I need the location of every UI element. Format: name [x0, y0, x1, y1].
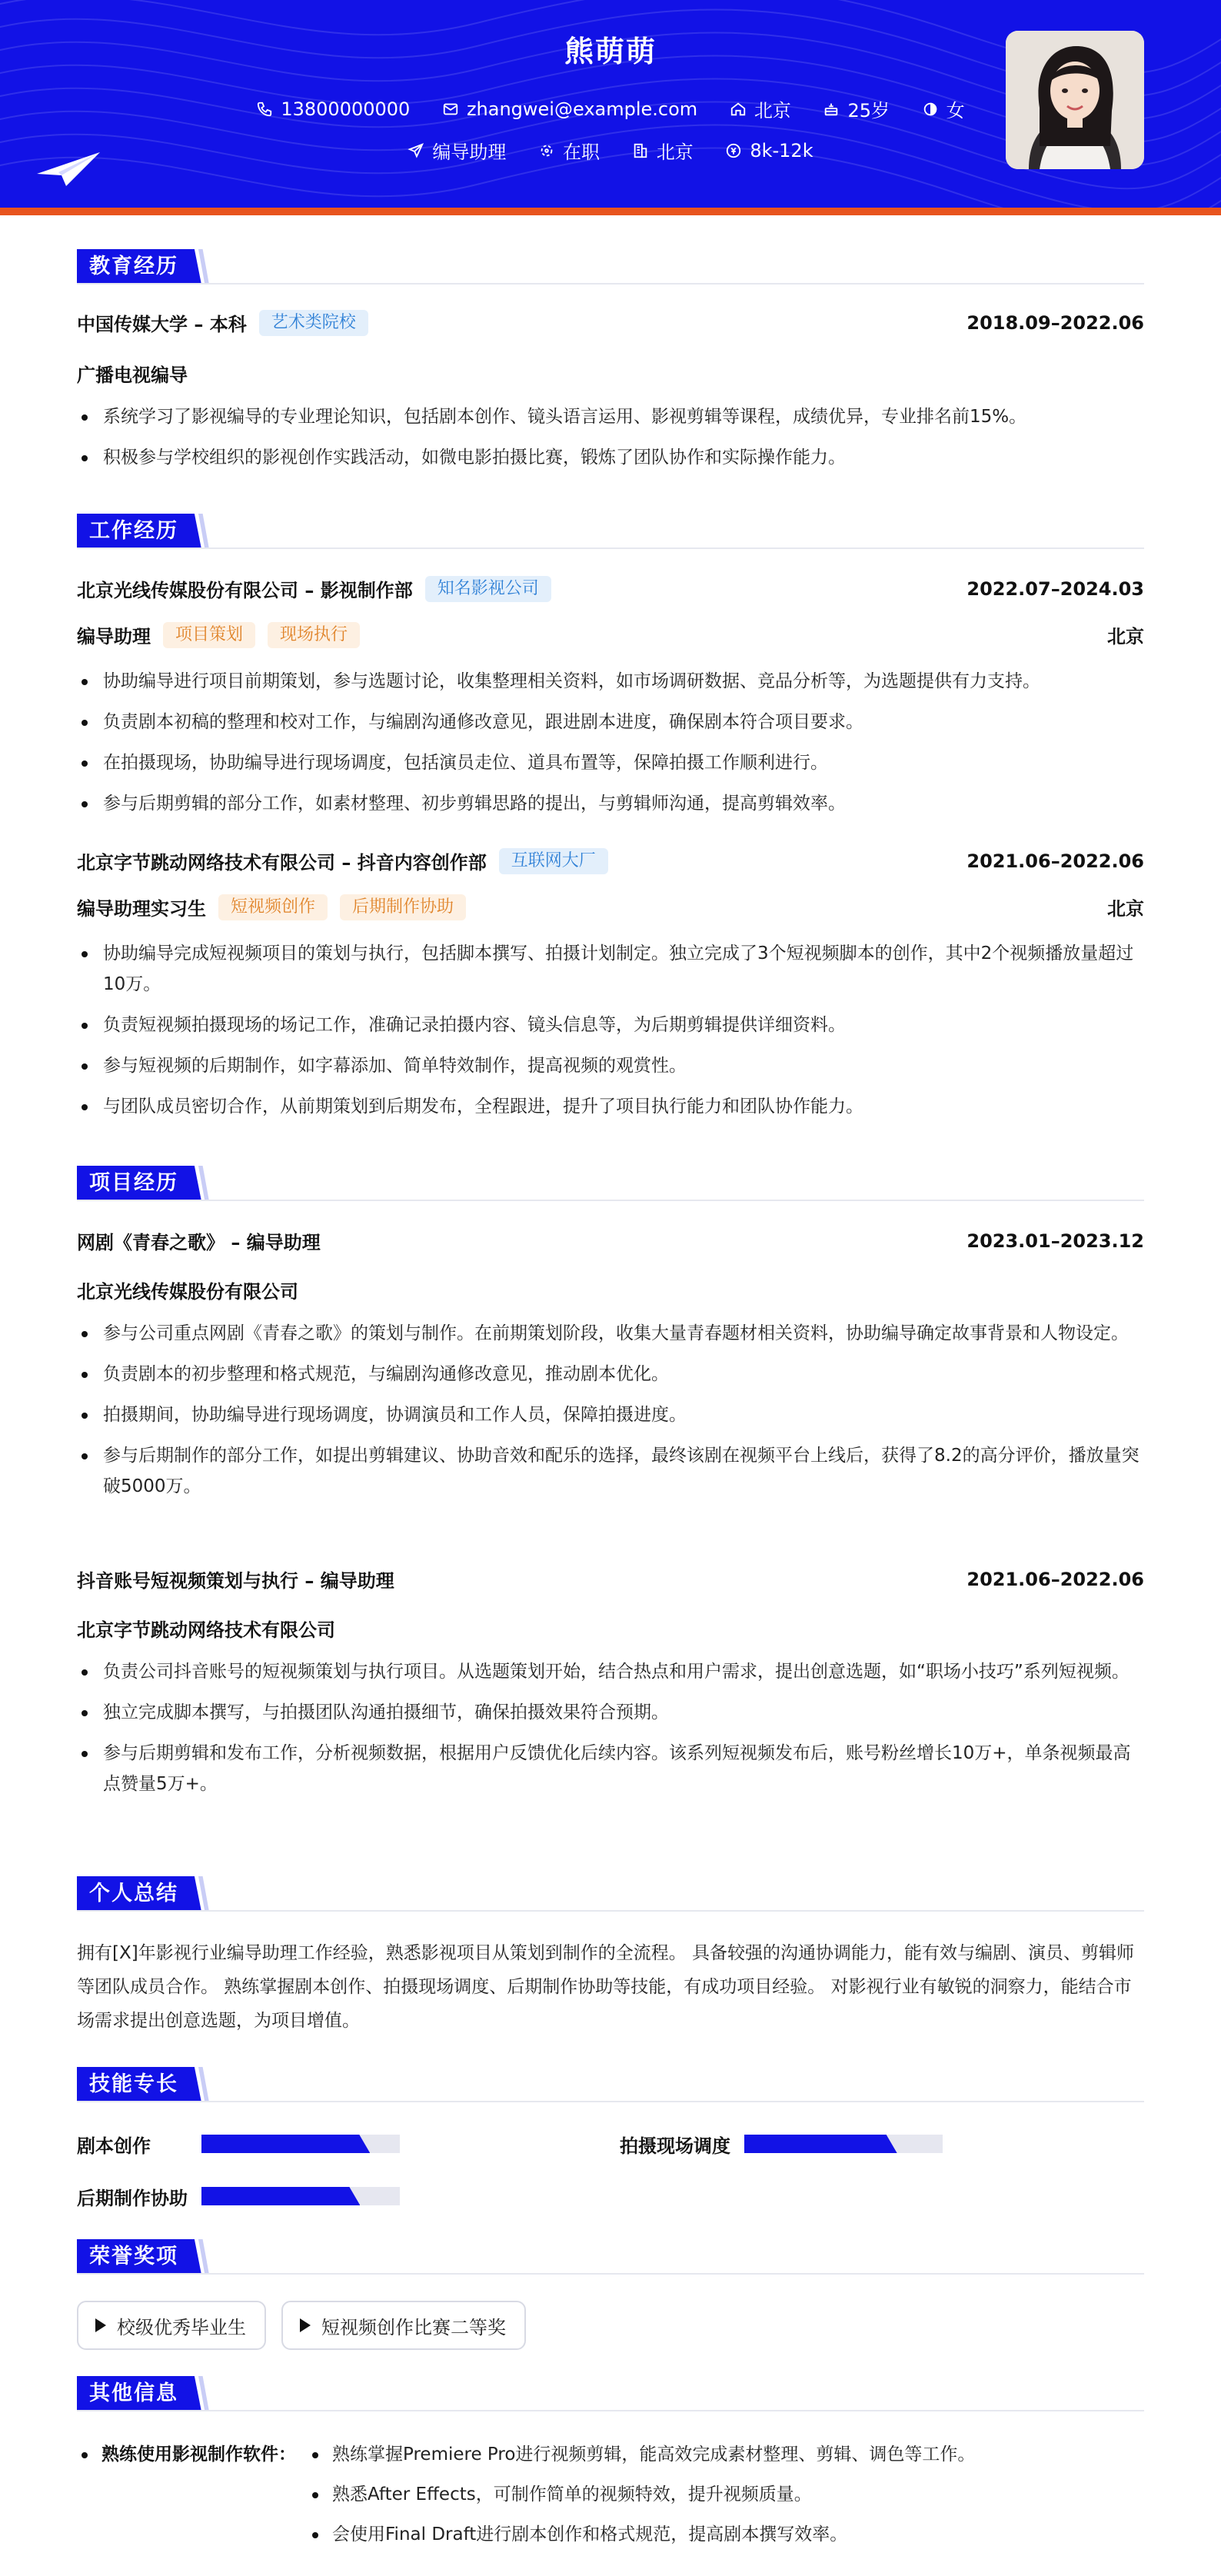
skill-item: [620, 2132, 943, 2156]
award-chip: [281, 2301, 526, 2350]
list-item: 协助编导进行项目前期策划，参与选题讨论，收集整理相关资料，如市场调研数据、竞品分析等，为选题提供有力支持。: [77, 666, 1144, 697]
skill-bar: [201, 2187, 400, 2205]
mail-icon: [442, 101, 459, 118]
company-tag: 互联网大厂: [499, 848, 608, 874]
other-key: 熟练使用影视制作软件：: [77, 2439, 296, 2470]
section-title-projects: 项目经历: [77, 1166, 209, 1201]
work-date: 2022.07–2024.03: [966, 577, 1144, 600]
project-company: 北京字节跳动网络技术有限公司: [77, 1619, 335, 1641]
list-item: 负责剧本的初步整理和格式规范，与编剧沟通修改意见，推动剧本优化。: [77, 1359, 1144, 1390]
work-role: 编导助理实习生: [77, 898, 206, 920]
list-item: 熟悉After Effects，可制作简单的视频特效，提升视频质量。: [308, 2479, 1144, 2510]
list-item: 会使用Final Draft进行剧本创作和格式规范，提高剧本撰写效率。: [308, 2519, 1144, 2550]
project-title: 抖音账号短视频策划与执行 – 编导助理: [77, 1570, 394, 1592]
profile-photo: [1006, 31, 1144, 169]
skill-tag: 现场执行: [268, 622, 360, 648]
award-label: 校级优秀毕业生: [117, 2316, 246, 2338]
list-item: 参与后期剪辑的部分工作，如素材整理、初步剪辑思路的提出，与剪辑师沟通，提高剪辑效率。: [77, 788, 1144, 819]
list-item: 参与公司重点网剧《青春之歌》的策划与制作。在前期策划阶段，收集大量青春题材相关资料，协助编导确定故事背景和人物设定。: [77, 1318, 1144, 1349]
list-item: 参与后期剪辑和发布工作，分析视频数据，根据用户反馈优化后续内容。该系列短视频发布后，账号粉丝增长10万+，单条视频最高点赞量5万+。: [77, 1738, 1144, 1799]
section-divider: [77, 1200, 1144, 1201]
list-item: 独立完成脚本撰写，与拍摄团队沟通拍摄细节，确保拍摄效果符合预期。: [77, 1697, 1144, 1728]
send-icon: [408, 142, 424, 159]
education-bullets: [77, 401, 1144, 483]
skill-tag: 后期制作协助: [340, 894, 466, 920]
section-divider: [77, 547, 1144, 549]
list-item: 系统学习了影视编导的专业理论知识，包括剧本创作、镜头语言运用、影视剪辑等课程，成绩优异，专业排名前15%。: [77, 401, 1144, 432]
skill-name: 拍摄现场调度: [620, 2135, 730, 2157]
avatar: [1006, 31, 1144, 169]
list-item: 在拍摄现场，协助编导进行现场调度，包括演员走位、道具布置等，保障拍摄工作顺利进行。: [77, 747, 1144, 778]
section-divider: [77, 1910, 1144, 1912]
summary-text: 拥有[X]年影视行业编导助理工作经验，熟悉影视项目从策划到制作的全流程。 具备较强的沟通协调能力，能有效与编剧、演员、剪辑师等团队成员合作。 熟练掌握剧本创作、拍摄现场调度、后期制作协助等技能，有成功项目经验。 对影视行业有敏锐的洞察力，能结合市场需求提出创意选题，为项目增值。: [77, 1943, 1135, 2031]
award-label: 短视频创作比赛二等奖: [321, 2316, 506, 2338]
list-item: 积极参与学校组织的影视创作实践活动，如微电影拍摄比赛，锻炼了团队协作和实际操作能力。: [77, 442, 1144, 473]
section-divider: [77, 2273, 1144, 2275]
section-divider: [77, 283, 1144, 285]
money-icon: [725, 142, 742, 159]
project-0-bullets: [77, 1318, 1144, 1512]
candidate-name: 熊萌萌: [564, 35, 657, 68]
section-title-summary: 个人总结: [77, 1876, 209, 1912]
skill-bar-fill: [201, 2135, 370, 2153]
school-degree: 中国传媒大学 – 本科: [77, 314, 247, 335]
work-1-role-row: [77, 894, 1144, 920]
section-title-other: 其他信息: [77, 2376, 209, 2411]
skill-bar-fill: [201, 2187, 360, 2205]
project-date: 2023.01–2023.12: [966, 1230, 1144, 1252]
skill-bar-fill: [744, 2135, 897, 2153]
skill-tag: 项目策划: [163, 622, 255, 648]
list-item: 负责公司抖音账号的短视频策划与执行项目。从选题策划开始，结合热点和用户需求，提出创意选题，如“职场小技巧”系列短视频。: [77, 1656, 1144, 1687]
building-icon: [632, 142, 649, 159]
section-title-skills: 技能专长: [77, 2067, 209, 2102]
education-major: 广播电视编导: [77, 364, 188, 386]
work-0-header: [77, 575, 1144, 602]
work-0-role-row: [77, 621, 1144, 648]
list-item: 与团队成员密切合作，从前期策划到后期发布，全程跟进，提升了项目执行能力和团队协作能力。: [77, 1091, 1144, 1122]
phone-item: [256, 98, 410, 120]
education-header: [77, 309, 1144, 336]
work-role: 编导助理: [77, 626, 151, 647]
age-item: [823, 95, 890, 122]
work-location: 北京: [1107, 626, 1144, 647]
section-divider: [77, 2410, 1144, 2411]
play-icon: [300, 2318, 311, 2332]
skill-item: [77, 2184, 400, 2208]
work-location: 北京: [1107, 898, 1144, 920]
project-1-bullets: [77, 1656, 1144, 1809]
email-text[interactable]: zhangwei@example.com: [466, 98, 698, 120]
status-text: 在职: [563, 141, 601, 163]
work-company: 北京光线传媒股份有限公司 – 影视制作部: [77, 580, 413, 601]
award-chip: [77, 2301, 266, 2350]
work-date: 2021.06–2022.06: [966, 850, 1144, 872]
phone-text[interactable]: 13800000000: [281, 98, 411, 120]
target-city-text: 北京: [656, 141, 694, 163]
status-icon: [538, 142, 555, 159]
list-item: 参与短视频的后期制作，如字幕添加、简单特效制作，提高视频的观赏性。: [77, 1050, 1144, 1081]
skill-tag: 短视频创作: [218, 894, 328, 920]
section-title-work: 工作经历: [77, 514, 209, 549]
status-item: [538, 137, 600, 164]
list-item: 参与后期制作的部分工作，如提出剪辑建议、协助音效和配乐的选择，最终该剧在视频平台上线后，获得了8.2的高分评价，播放量突破5000万。: [77, 1440, 1144, 1502]
project-company: 北京光线传媒股份有限公司: [77, 1281, 298, 1303]
school-tag: 艺术类院校: [259, 310, 368, 336]
section-divider: [77, 2101, 1144, 2102]
city-text: 北京: [754, 100, 791, 121]
section-title-education: 教育经历: [77, 249, 209, 285]
gender-text: 女: [946, 100, 965, 121]
gender-item: [922, 95, 965, 122]
paper-plane-icon: [35, 151, 101, 188]
section-title-awards: 荣誉奖项: [77, 2239, 209, 2275]
skill-name: 后期制作协助: [77, 2187, 188, 2209]
header-accent-stripe: [0, 208, 1221, 215]
project-1-header: [77, 1566, 1144, 1593]
list-item: 拍摄期间，协助编导进行现场调度，协调演员和工作人员，保障拍摄进度。: [77, 1399, 1144, 1430]
skill-name: 剧本创作: [77, 2135, 151, 2157]
play-icon: [95, 2318, 106, 2332]
salary-item: [725, 140, 813, 161]
skill-item: [77, 2132, 400, 2156]
work-1-bullets: [77, 938, 1144, 1132]
skill-bar: [744, 2135, 943, 2153]
salary-text: 8k-12k: [750, 139, 813, 161]
project-0-header: [77, 1227, 1144, 1254]
list-item: 负责短视频拍摄现场的场记工作，准确记录拍摄内容、镜头信息等，为后期剪辑提供详细资料。: [77, 1010, 1144, 1040]
education-date: 2018.09–2022.06: [966, 311, 1144, 334]
target-role-text: 编导助理: [432, 141, 507, 163]
email-item: [442, 98, 697, 120]
work-0-bullets: [77, 666, 1144, 829]
home-icon: [730, 101, 747, 118]
target-role-item: [408, 137, 506, 164]
resume-header: [0, 0, 1221, 208]
other-list: [308, 2439, 1144, 2559]
age-text: 25岁: [847, 100, 890, 121]
skill-bar: [201, 2135, 400, 2153]
company-tag: 知名影视公司: [425, 576, 551, 602]
work-1-header: [77, 847, 1144, 874]
work-company: 北京字节跳动网络技术有限公司 – 抖音内容创作部: [77, 852, 487, 874]
target-city-item: [632, 137, 694, 164]
gender-icon: [922, 101, 939, 118]
list-item: 熟练掌握Premiere Pro进行视频剪辑，能高效完成素材整理、剪辑、调色等工作。: [308, 2439, 1144, 2470]
phone-icon: [256, 101, 273, 118]
list-item: 协助编导完成短视频项目的策划与执行，包括脚本撰写、拍摄计划制定。独立完成了3个短视频脚本的创作，其中2个视频播放量超过10万。: [77, 938, 1144, 1000]
city-item: [730, 95, 791, 122]
project-date: 2021.06–2022.06: [966, 1568, 1144, 1590]
project-title: 网剧《青春之歌》 – 编导助理: [77, 1232, 321, 1253]
cake-icon: [823, 101, 840, 118]
list-item: 负责剧本初稿的整理和校对工作，与编剧沟通修改意见，跟进剧本进度，确保剧本符合项目要求。: [77, 707, 1144, 737]
